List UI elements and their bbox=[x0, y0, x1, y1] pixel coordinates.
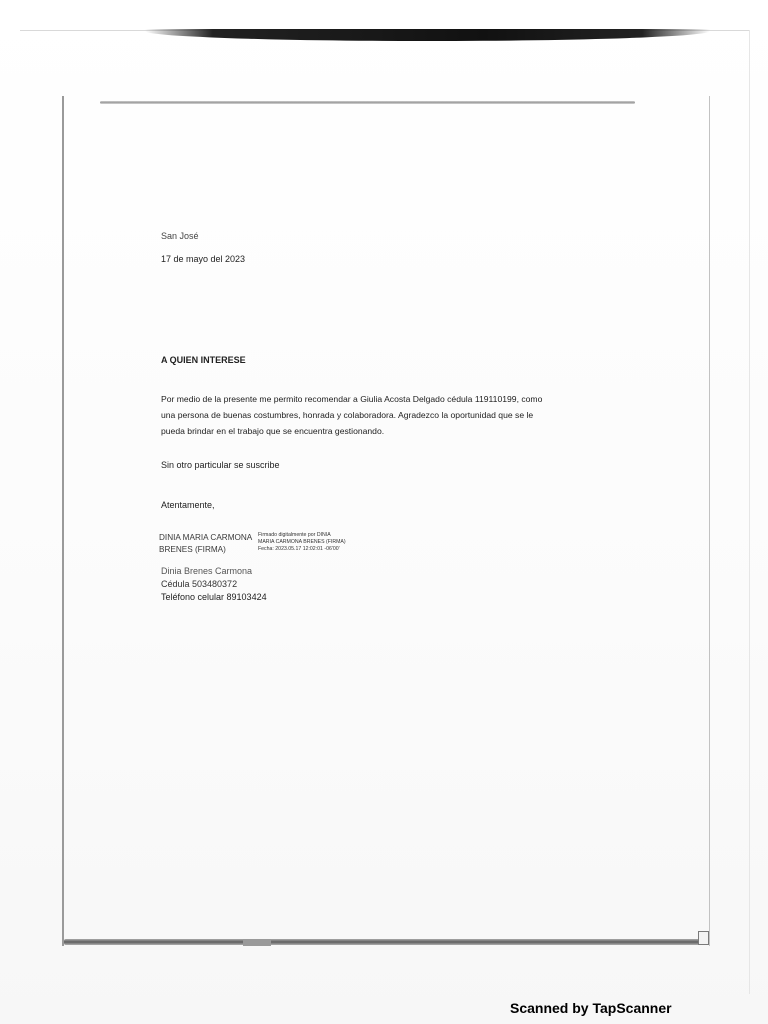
document-sheet bbox=[62, 96, 710, 946]
letter-body-line: pueda brindar en el trabajo que se encuentra gestionando. bbox=[161, 426, 385, 436]
letter-date: 17 de mayo del 2023 bbox=[161, 254, 246, 264]
letter-salutation: A QUIEN INTERESE bbox=[161, 355, 246, 365]
signer-id-number: Cédula 503480372 bbox=[161, 579, 238, 589]
digital-signature-details bbox=[258, 532, 346, 553]
letter-closing-line: Sin otro particular se suscribe bbox=[161, 460, 280, 470]
signature-name-line: BRENES (FIRMA) bbox=[159, 545, 226, 554]
signature-detail-line: Firmado digitalmente por DINIA bbox=[258, 532, 331, 538]
digital-signature-name bbox=[159, 532, 252, 556]
letter-body-line: Por medio de la presente me permito recomendar a Giulia Acosta Delgado cédula 119110199, como bbox=[161, 394, 543, 404]
sheet-top-edge bbox=[100, 101, 635, 104]
letter-valediction: Atentamente, bbox=[161, 500, 215, 510]
letter-body bbox=[161, 391, 601, 439]
sheet-bottom-edge bbox=[64, 939, 708, 945]
signer-info bbox=[161, 565, 267, 604]
signature-detail-line: MARIA CARMONA BRENES (FIRMA) bbox=[258, 539, 346, 545]
signer-phone: Teléfono celular 89103424 bbox=[161, 592, 267, 602]
letter-body-line: una persona de buenas costumbres, honrada y colaboradora. Agradezco la oportunidad que se le bbox=[161, 410, 534, 420]
scanner-watermark: Scanned by TapScanner bbox=[510, 1000, 672, 1016]
sheet-bottom-tab bbox=[243, 939, 271, 946]
signature-detail-line: Fecha: 2023.05.17 12:02:01 -06'00' bbox=[258, 546, 340, 552]
sheet-corner bbox=[698, 931, 709, 945]
scan-right-edge bbox=[749, 30, 750, 994]
signature-name-line: DINIA MARIA CARMONA bbox=[159, 533, 253, 542]
letter-city: San José bbox=[161, 231, 199, 241]
signer-name: Dinia Brenes Carmona bbox=[161, 566, 253, 576]
